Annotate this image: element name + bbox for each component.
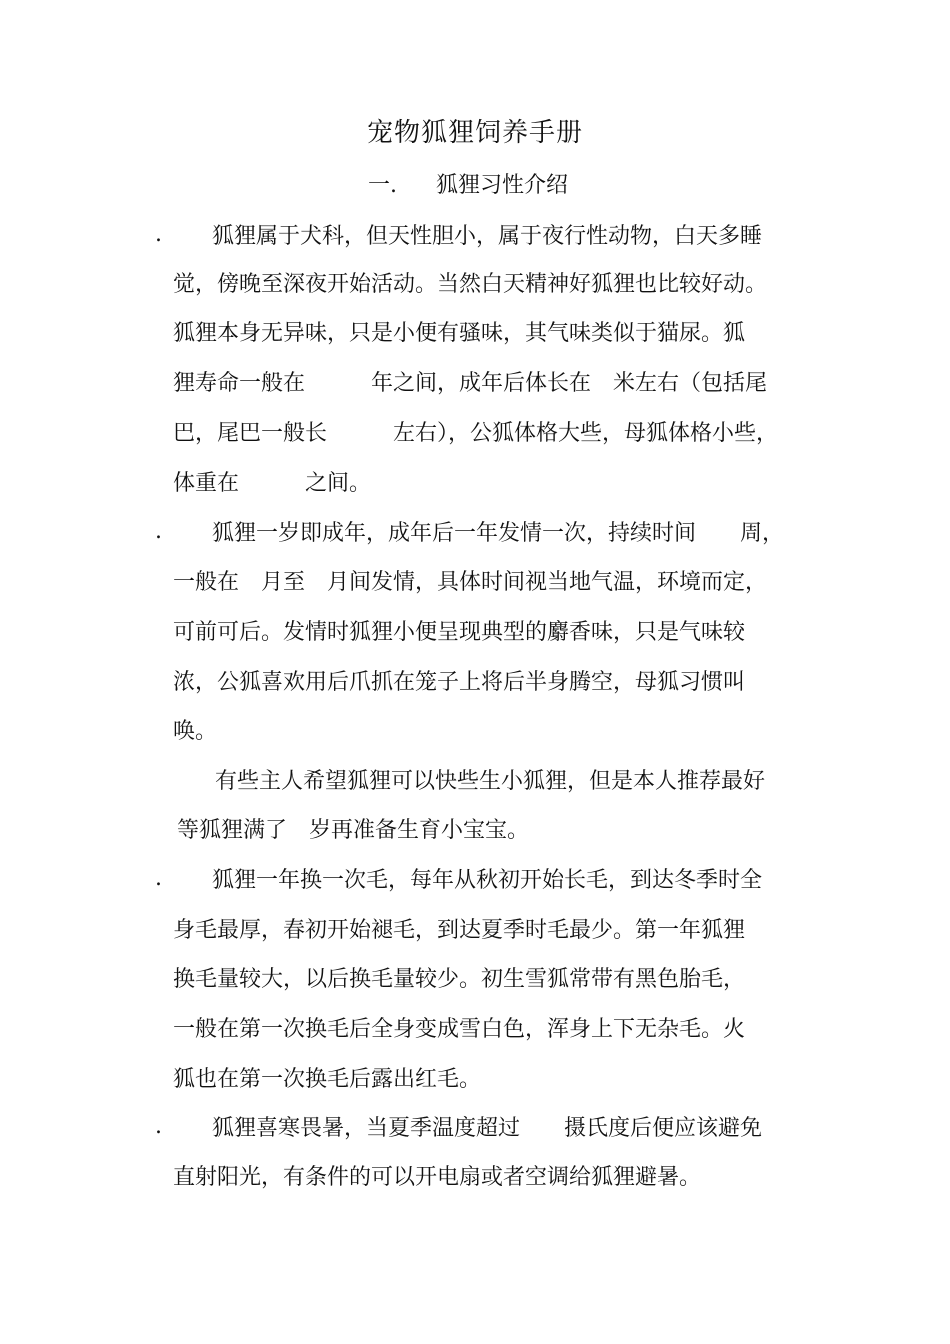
paragraph-line: 巴，尾巴一般长 左右），公狐体格大些，母狐体格小些， — [173, 421, 779, 446]
paragraph-line: 可前可后。发情时狐狸小便呈现典型的麝香味，只是气味较 — [173, 620, 746, 645]
paragraph-line: 狸寿命一般在 年之间，成年后体长在 米左右（包括尾 — [173, 371, 768, 396]
paragraph-line: 直射阳光，有条件的可以开电扇或者空调给狐狸避暑。 — [173, 1165, 702, 1190]
paragraph-line: 狐狸本身无异味，只是小便有骚味，其气味类似于猫尿。狐 — [173, 321, 746, 346]
paragraph-line: 一般在第一次换毛后全身变成雪白色，浑身上下无杂毛。火 — [173, 1017, 746, 1042]
bullet-marker: . — [155, 519, 162, 544]
paragraph-line: 狐狸属于犬科，但天性胆小，属于夜行性动物，白天多睡 — [212, 224, 763, 249]
paragraph-line: 觉，傍晚至深夜开始活动。当然白天精神好狐狸也比较好动。 — [173, 272, 768, 297]
paragraph-line: 身毛最厚，春初开始褪毛，到达夏季时毛最少。第一年狐狸 — [173, 918, 746, 943]
paragraph-line: 狐狸喜寒畏暑，当夏季温度超过 摄氏度后便应该避免 — [212, 1116, 763, 1141]
paragraph-line: 狐也在第一次换毛后露出红毛。 — [173, 1067, 482, 1092]
bullet-marker: . — [155, 222, 162, 247]
page-title: 宠物狐狸饲养手册 — [366, 118, 583, 148]
paragraph-line: 换毛量较大，以后换毛量较少。初生雪狐常带有黑色胎毛， — [173, 967, 746, 992]
paragraph-line: 一般在 月至 月间发情，具体时间视当地气温，环境而定， — [173, 570, 768, 595]
paragraph-line: 狐狸一岁即成年，成年后一年发情一次，持续时间 周， — [212, 521, 785, 546]
paragraph-line: 狐狸一年换一次毛，每年从秋初开始长毛，到达冬季时全 — [212, 868, 763, 893]
section-heading — [368, 168, 568, 199]
paragraph-line: 体重在 之间。 — [173, 471, 372, 496]
bullet-marker: . — [155, 866, 162, 891]
paragraph-line: 浓，公狐喜欢用后爪抓在笼子上将后半身腾空，母狐习惯叫 — [173, 670, 746, 695]
paragraph-line: 等狐狸满了 岁再准备生育小宝宝。 — [177, 818, 530, 843]
section-number: 一. — [368, 173, 397, 198]
paragraph-line: 有些主人希望狐狸可以快些生小狐狸，但是本人推荐最好 — [215, 769, 766, 794]
paragraph-line: 唤。 — [173, 719, 218, 744]
section-title: 狐狸习性介绍 — [436, 173, 569, 198]
bullet-marker: . — [155, 1114, 162, 1139]
